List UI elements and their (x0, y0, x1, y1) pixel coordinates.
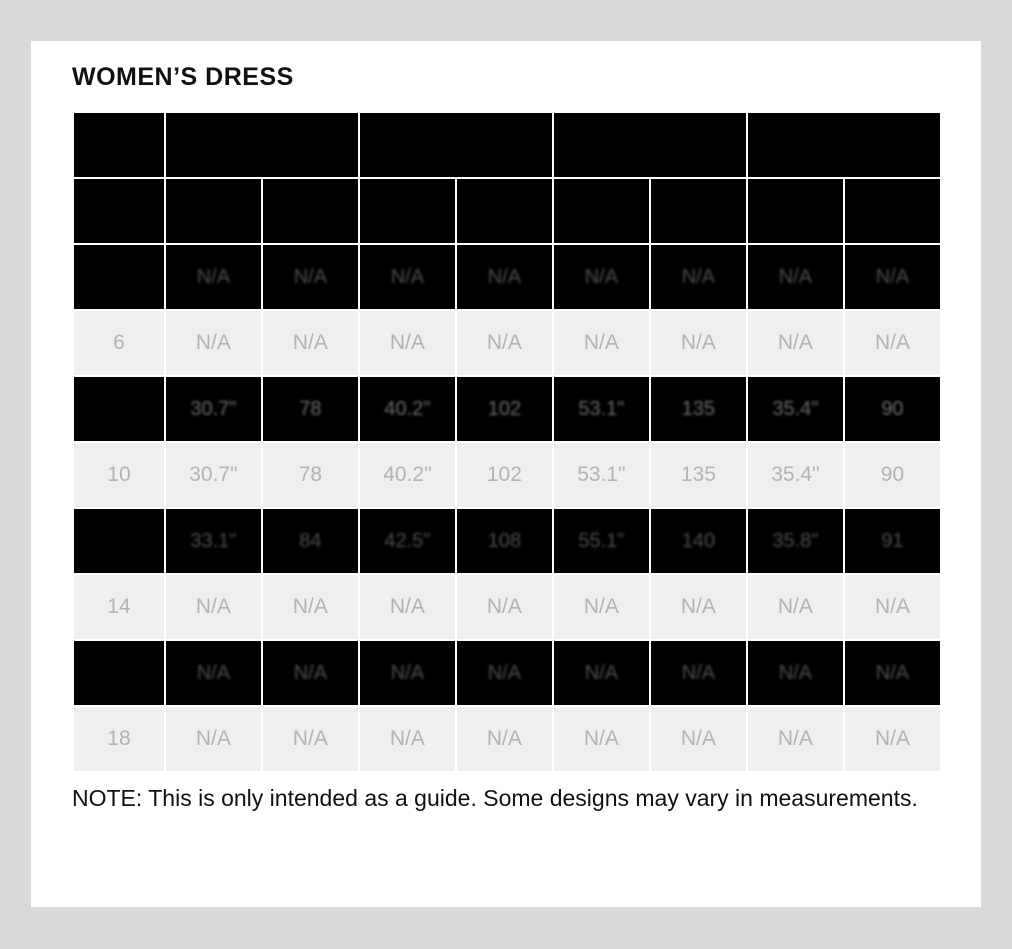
table-cell: N/A (553, 310, 650, 376)
table-cell: N/A (650, 706, 747, 772)
table-cell (747, 508, 844, 574)
table-cell: N/A (747, 574, 844, 640)
table-cell: N/A (844, 310, 941, 376)
table-cell: N/A (456, 574, 553, 640)
table-cell (359, 244, 456, 310)
table-cell: N/A (650, 310, 747, 376)
table-cell: 90 (844, 442, 941, 508)
table-row (73, 574, 941, 640)
table-cell (844, 244, 941, 310)
table-cell: 53.1" (553, 442, 650, 508)
table-cell: 40.2" (359, 442, 456, 508)
table-cell-value: N/A (487, 266, 522, 288)
table-cell-value: N/A (584, 266, 619, 288)
table-cell (165, 640, 262, 706)
table-cell (650, 178, 747, 244)
table-cell (553, 640, 650, 706)
table-cell (456, 178, 553, 244)
table-cell (553, 244, 650, 310)
table-cell: N/A (456, 310, 553, 376)
table-cell (165, 508, 262, 574)
table-cell (359, 112, 553, 178)
table-cell-value: 140 (681, 530, 716, 552)
table-cell (165, 376, 262, 442)
table-cell-value: 78 (299, 398, 322, 420)
table-cell (165, 112, 359, 178)
table-cell-value: N/A (390, 662, 425, 684)
table-cell (359, 376, 456, 442)
table-cell: 35.4" (747, 442, 844, 508)
table-cell (747, 244, 844, 310)
table-row (73, 442, 941, 508)
table-cell: N/A (650, 574, 747, 640)
table-cell-value: N/A (875, 662, 910, 684)
table-cell (553, 112, 747, 178)
table-cell-value: N/A (681, 266, 716, 288)
table-cell: N/A (359, 310, 456, 376)
table-cell-size: 6 (73, 310, 165, 376)
size-table-body (73, 112, 941, 772)
table-cell: N/A (553, 574, 650, 640)
table-cell (456, 640, 553, 706)
table-cell: 78 (262, 442, 359, 508)
table-cell: N/A (844, 574, 941, 640)
size-table (72, 111, 942, 773)
table-cell-size: 14 (73, 574, 165, 640)
table-cell-value: 135 (681, 398, 716, 420)
table-cell: N/A (844, 706, 941, 772)
table-cell (73, 508, 165, 574)
table-cell (650, 508, 747, 574)
table-cell (73, 376, 165, 442)
table-cell: 135 (650, 442, 747, 508)
table-cell: N/A (165, 574, 262, 640)
table-cell: N/A (262, 310, 359, 376)
table-cell (747, 640, 844, 706)
table-cell-value: N/A (778, 662, 813, 684)
table-cell-value: N/A (196, 662, 231, 684)
table-cell-value: 42.5" (384, 530, 431, 552)
table-cell (747, 376, 844, 442)
table-cell (73, 244, 165, 310)
table-cell-value: N/A (293, 266, 328, 288)
table-cell (553, 178, 650, 244)
table-cell (73, 178, 165, 244)
table-cell: N/A (359, 574, 456, 640)
table-cell-value: N/A (390, 266, 425, 288)
table-cell (553, 376, 650, 442)
table-cell-value: 33.1" (190, 530, 237, 552)
table-cell-value: 108 (487, 530, 522, 552)
table-cell-value: N/A (875, 266, 910, 288)
table-cell (747, 112, 941, 178)
table-cell: N/A (456, 706, 553, 772)
table-cell-value: N/A (681, 662, 716, 684)
table-cell (262, 178, 359, 244)
table-cell: N/A (359, 706, 456, 772)
table-cell-value: 90 (881, 398, 904, 420)
table-cell (262, 508, 359, 574)
table-cell (650, 640, 747, 706)
table-cell-value: N/A (778, 266, 813, 288)
table-cell (844, 640, 941, 706)
table-cell (165, 244, 262, 310)
table-cell (359, 508, 456, 574)
table-cell (650, 376, 747, 442)
table-cell-value: 30.7" (190, 398, 237, 420)
table-cell (73, 640, 165, 706)
table-cell (165, 178, 262, 244)
table-cell: N/A (165, 310, 262, 376)
table-cell (650, 244, 747, 310)
size-chart-card (31, 41, 981, 907)
table-cell (262, 376, 359, 442)
table-cell-size: 10 (73, 442, 165, 508)
table-cell: 30.7" (165, 442, 262, 508)
table-row (73, 376, 941, 442)
table-cell-value: 35.8" (772, 530, 819, 552)
table-cell-value: 35.4" (772, 398, 819, 420)
table-cell (456, 376, 553, 442)
table-cell-value: N/A (584, 662, 619, 684)
table-row (73, 178, 941, 244)
table-cell: N/A (262, 574, 359, 640)
note-text: NOTE: This is only intended as a guide. Some designs may vary in measurements. (72, 785, 918, 811)
table-cell-value: N/A (293, 662, 328, 684)
table-cell-value: 55.1" (578, 530, 625, 552)
table-row (73, 310, 941, 376)
table-cell (844, 178, 941, 244)
page-title: WOMEN’S DRESS (72, 63, 294, 91)
table-cell (456, 508, 553, 574)
table-cell (553, 508, 650, 574)
table-cell-size: 18 (73, 706, 165, 772)
table-row (73, 112, 941, 178)
table-cell (456, 244, 553, 310)
table-cell-value: 84 (299, 530, 322, 552)
table-cell-value: 53.1" (578, 398, 625, 420)
table-row (73, 640, 941, 706)
table-cell: N/A (747, 706, 844, 772)
table-cell: N/A (165, 706, 262, 772)
table-cell-value: N/A (487, 662, 522, 684)
table-cell (747, 178, 844, 244)
table-cell-value: 91 (881, 530, 904, 552)
table-cell (262, 640, 359, 706)
table-cell (73, 112, 165, 178)
table-cell (262, 244, 359, 310)
table-row (73, 244, 941, 310)
table-row (73, 508, 941, 574)
table-cell (359, 178, 456, 244)
table-cell-value: N/A (196, 266, 231, 288)
table-cell-value: 40.2" (384, 398, 431, 420)
table-cell (359, 640, 456, 706)
table-cell: N/A (553, 706, 650, 772)
table-cell: N/A (262, 706, 359, 772)
table-cell: N/A (747, 310, 844, 376)
table-cell-value: 102 (487, 398, 522, 420)
table-cell: 102 (456, 442, 553, 508)
size-table-container (72, 111, 942, 773)
table-cell (844, 508, 941, 574)
table-cell (844, 376, 941, 442)
table-row (73, 706, 941, 772)
